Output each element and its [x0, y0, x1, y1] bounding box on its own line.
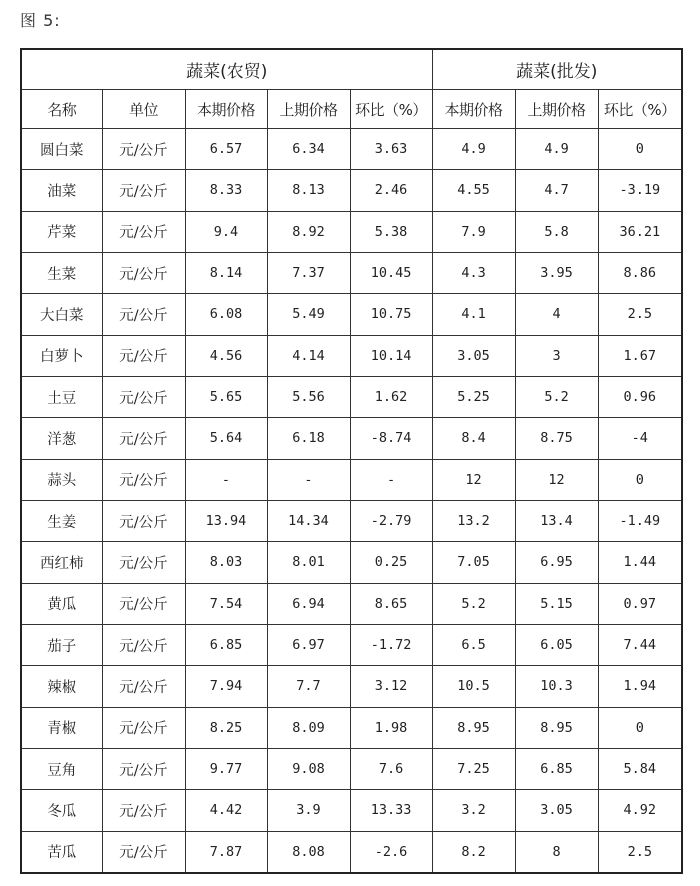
cell-wholesale-current: 13.2 — [432, 500, 515, 541]
cell-retail-change: 0.25 — [350, 542, 432, 583]
cell-retail-change: 10.14 — [350, 335, 432, 376]
cell-retail-previous: - — [267, 459, 350, 500]
cell-retail-previous: 8.92 — [267, 211, 350, 252]
cell-retail-previous: 5.49 — [267, 294, 350, 335]
cell-wholesale-previous: 8.95 — [515, 707, 598, 748]
column-header-unit: 单位 — [102, 90, 185, 129]
cell-wholesale-change: 0.96 — [598, 376, 682, 417]
cell-wholesale-previous: 4.7 — [515, 170, 598, 211]
column-header-retail-current: 本期价格 — [185, 90, 267, 129]
cell-wholesale-change: 8.86 — [598, 252, 682, 293]
cell-wholesale-current: 7.05 — [432, 542, 515, 583]
cell-wholesale-change: 0 — [598, 707, 682, 748]
cell-retail-current: 8.14 — [185, 252, 267, 293]
group-header-row — [21, 49, 682, 90]
cell-retail-previous: 7.37 — [267, 252, 350, 293]
cell-retail-current: 7.87 — [185, 831, 267, 873]
cell-unit: 元/公斤 — [102, 542, 185, 583]
cell-name: 西红柿 — [21, 542, 102, 583]
cell-retail-current: 5.64 — [185, 418, 267, 459]
cell-retail-change: 10.45 — [350, 252, 432, 293]
cell-wholesale-current: 8.2 — [432, 831, 515, 873]
cell-wholesale-current: 10.5 — [432, 666, 515, 707]
cell-wholesale-previous: 3.05 — [515, 790, 598, 831]
cell-wholesale-previous: 8 — [515, 831, 598, 873]
cell-retail-current: 9.77 — [185, 748, 267, 789]
cell-retail-current: 8.25 — [185, 707, 267, 748]
cell-wholesale-current: 4.3 — [432, 252, 515, 293]
table-row — [21, 252, 682, 293]
cell-retail-current: 8.03 — [185, 542, 267, 583]
cell-wholesale-current: 12 — [432, 459, 515, 500]
table-row — [21, 294, 682, 335]
cell-wholesale-current: 8.4 — [432, 418, 515, 459]
cell-retail-previous: 8.01 — [267, 542, 350, 583]
cell-retail-current: - — [185, 459, 267, 500]
cell-wholesale-previous: 10.3 — [515, 666, 598, 707]
cell-retail-previous: 6.97 — [267, 624, 350, 665]
cell-name: 苦瓜 — [21, 831, 102, 873]
cell-retail-change: 13.33 — [350, 790, 432, 831]
cell-wholesale-change: 0 — [598, 459, 682, 500]
cell-retail-current: 8.33 — [185, 170, 267, 211]
cell-unit: 元/公斤 — [102, 459, 185, 500]
cell-retail-previous: 4.14 — [267, 335, 350, 376]
cell-retail-previous: 6.94 — [267, 583, 350, 624]
column-header-retail-change: 环比（%） — [350, 90, 432, 129]
cell-unit: 元/公斤 — [102, 418, 185, 459]
cell-wholesale-current: 5.2 — [432, 583, 515, 624]
cell-name: 辣椒 — [21, 666, 102, 707]
cell-retail-change: 1.98 — [350, 707, 432, 748]
cell-wholesale-change: 0.97 — [598, 583, 682, 624]
cell-name: 黄瓜 — [21, 583, 102, 624]
cell-unit: 元/公斤 — [102, 707, 185, 748]
cell-wholesale-change: 7.44 — [598, 624, 682, 665]
cell-wholesale-previous: 3.95 — [515, 252, 598, 293]
cell-unit: 元/公斤 — [102, 500, 185, 541]
cell-wholesale-previous: 3 — [515, 335, 598, 376]
cell-retail-current: 6.57 — [185, 129, 267, 170]
column-header-name: 名称 — [21, 90, 102, 129]
table-row — [21, 376, 682, 417]
cell-retail-change: -1.72 — [350, 624, 432, 665]
cell-wholesale-change: 1.94 — [598, 666, 682, 707]
cell-name: 大白菜 — [21, 294, 102, 335]
column-header-wholesale-previous: 上期价格 — [515, 90, 598, 129]
cell-name: 生菜 — [21, 252, 102, 293]
group-header-retail: 蔬菜(农贸) — [21, 49, 432, 90]
table-row — [21, 418, 682, 459]
cell-unit: 元/公斤 — [102, 583, 185, 624]
cell-retail-previous: 6.18 — [267, 418, 350, 459]
cell-wholesale-current: 4.9 — [432, 129, 515, 170]
cell-retail-current: 7.54 — [185, 583, 267, 624]
cell-retail-current: 4.56 — [185, 335, 267, 376]
cell-name: 生姜 — [21, 500, 102, 541]
cell-retail-current: 4.42 — [185, 790, 267, 831]
table-row — [21, 831, 682, 873]
table-row — [21, 707, 682, 748]
cell-unit: 元/公斤 — [102, 129, 185, 170]
cell-name: 土豆 — [21, 376, 102, 417]
cell-wholesale-change: 4.92 — [598, 790, 682, 831]
cell-wholesale-current: 4.55 — [432, 170, 515, 211]
cell-name: 洋葱 — [21, 418, 102, 459]
cell-wholesale-current: 5.25 — [432, 376, 515, 417]
cell-unit: 元/公斤 — [102, 170, 185, 211]
cell-wholesale-current: 4.1 — [432, 294, 515, 335]
table-row — [21, 129, 682, 170]
cell-retail-change: 5.38 — [350, 211, 432, 252]
cell-wholesale-change: -4 — [598, 418, 682, 459]
cell-unit: 元/公斤 — [102, 294, 185, 335]
table-row — [21, 500, 682, 541]
table-row — [21, 170, 682, 211]
cell-retail-change: 8.65 — [350, 583, 432, 624]
cell-retail-previous: 8.13 — [267, 170, 350, 211]
cell-retail-change: 3.63 — [350, 129, 432, 170]
cell-name: 豆角 — [21, 748, 102, 789]
cell-retail-previous: 9.08 — [267, 748, 350, 789]
cell-wholesale-previous: 13.4 — [515, 500, 598, 541]
cell-retail-previous: 8.08 — [267, 831, 350, 873]
column-header-row — [21, 90, 682, 129]
cell-wholesale-current: 7.25 — [432, 748, 515, 789]
table-row — [21, 583, 682, 624]
cell-retail-current: 13.94 — [185, 500, 267, 541]
cell-retail-previous: 14.34 — [267, 500, 350, 541]
cell-wholesale-current: 8.95 — [432, 707, 515, 748]
cell-wholesale-previous: 6.95 — [515, 542, 598, 583]
cell-name: 圆白菜 — [21, 129, 102, 170]
cell-retail-change: - — [350, 459, 432, 500]
cell-name: 冬瓜 — [21, 790, 102, 831]
cell-wholesale-current: 3.2 — [432, 790, 515, 831]
table-row — [21, 790, 682, 831]
column-header-wholesale-current: 本期价格 — [432, 90, 515, 129]
table-row — [21, 335, 682, 376]
cell-retail-change: 10.75 — [350, 294, 432, 335]
column-header-retail-previous: 上期价格 — [267, 90, 350, 129]
table-row — [21, 459, 682, 500]
cell-wholesale-change: 5.84 — [598, 748, 682, 789]
cell-wholesale-previous: 4.9 — [515, 129, 598, 170]
cell-name: 白萝卜 — [21, 335, 102, 376]
cell-retail-previous: 7.7 — [267, 666, 350, 707]
figure-label: 图 5: — [20, 11, 61, 30]
cell-wholesale-previous: 5.8 — [515, 211, 598, 252]
table-row — [21, 542, 682, 583]
cell-retail-current: 6.85 — [185, 624, 267, 665]
cell-wholesale-change: 1.67 — [598, 335, 682, 376]
cell-unit: 元/公斤 — [102, 831, 185, 873]
cell-unit: 元/公斤 — [102, 624, 185, 665]
cell-unit: 元/公斤 — [102, 666, 185, 707]
cell-wholesale-change: 2.5 — [598, 294, 682, 335]
cell-retail-previous: 3.9 — [267, 790, 350, 831]
cell-unit: 元/公斤 — [102, 748, 185, 789]
cell-wholesale-previous: 12 — [515, 459, 598, 500]
cell-wholesale-previous: 8.75 — [515, 418, 598, 459]
cell-wholesale-previous: 4 — [515, 294, 598, 335]
cell-retail-change: -2.79 — [350, 500, 432, 541]
cell-wholesale-change: 36.21 — [598, 211, 682, 252]
cell-retail-change: -2.6 — [350, 831, 432, 873]
cell-name: 蒜头 — [21, 459, 102, 500]
cell-retail-current: 6.08 — [185, 294, 267, 335]
cell-wholesale-current: 6.5 — [432, 624, 515, 665]
cell-name: 茄子 — [21, 624, 102, 665]
cell-unit: 元/公斤 — [102, 252, 185, 293]
table-row — [21, 666, 682, 707]
cell-wholesale-previous: 5.2 — [515, 376, 598, 417]
cell-retail-change: 3.12 — [350, 666, 432, 707]
cell-retail-current: 9.4 — [185, 211, 267, 252]
table-row — [21, 211, 682, 252]
cell-wholesale-previous: 6.85 — [515, 748, 598, 789]
cell-wholesale-change: -3.19 — [598, 170, 682, 211]
cell-retail-previous: 5.56 — [267, 376, 350, 417]
cell-unit: 元/公斤 — [102, 211, 185, 252]
cell-name: 芹菜 — [21, 211, 102, 252]
cell-retail-change: 1.62 — [350, 376, 432, 417]
cell-wholesale-change: 2.5 — [598, 831, 682, 873]
cell-retail-previous: 8.09 — [267, 707, 350, 748]
cell-wholesale-previous: 6.05 — [515, 624, 598, 665]
cell-retail-previous: 6.34 — [267, 129, 350, 170]
cell-wholesale-change: -1.49 — [598, 500, 682, 541]
cell-wholesale-current: 3.05 — [432, 335, 515, 376]
group-header-wholesale: 蔬菜(批发) — [432, 49, 682, 90]
cell-retail-current: 7.94 — [185, 666, 267, 707]
cell-wholesale-change: 0 — [598, 129, 682, 170]
cell-wholesale-change: 1.44 — [598, 542, 682, 583]
cell-retail-current: 5.65 — [185, 376, 267, 417]
table-row — [21, 748, 682, 789]
vegetable-price-table — [20, 48, 683, 874]
cell-name: 油菜 — [21, 170, 102, 211]
cell-wholesale-previous: 5.15 — [515, 583, 598, 624]
cell-unit: 元/公斤 — [102, 790, 185, 831]
table-row — [21, 624, 682, 665]
cell-retail-change: -8.74 — [350, 418, 432, 459]
column-header-wholesale-change: 环比（%） — [598, 90, 682, 129]
cell-name: 青椒 — [21, 707, 102, 748]
cell-unit: 元/公斤 — [102, 376, 185, 417]
cell-wholesale-current: 7.9 — [432, 211, 515, 252]
table-body — [21, 129, 682, 874]
cell-unit: 元/公斤 — [102, 335, 185, 376]
cell-retail-change: 2.46 — [350, 170, 432, 211]
cell-retail-change: 7.6 — [350, 748, 432, 789]
